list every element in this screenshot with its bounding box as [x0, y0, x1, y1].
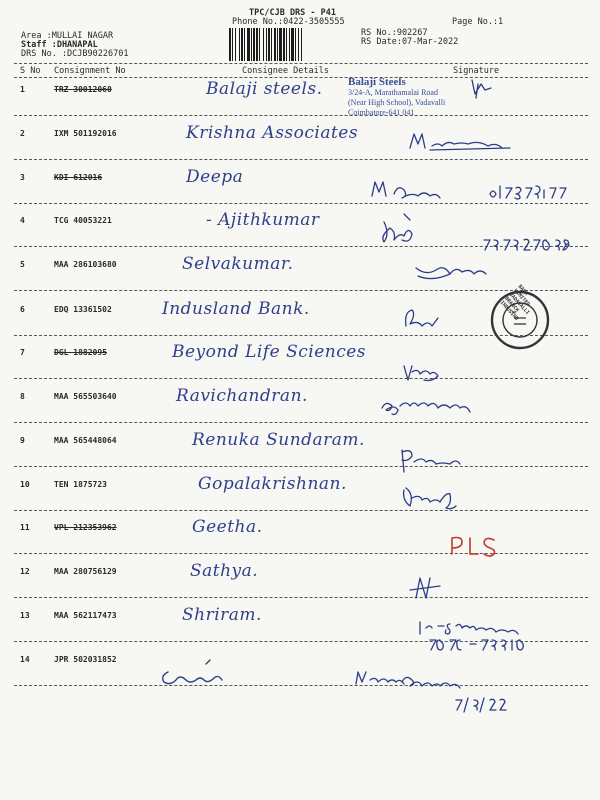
row-serial-number: 4	[20, 216, 25, 225]
signature-row-14	[356, 672, 460, 688]
consignment-number: MAA 565448064	[54, 436, 117, 445]
date-row-14	[456, 698, 506, 712]
signature-row-1	[472, 80, 491, 98]
consignee-name: Geetha.	[192, 517, 263, 537]
phone-row-3	[490, 186, 566, 199]
rs-date: RS Date:07-Mar-2022	[361, 37, 459, 47]
pls-mark	[452, 538, 495, 557]
consignee-name: Shriram.	[182, 605, 262, 625]
signature-row-6	[406, 310, 438, 326]
consignee-name: Selvakumar.	[182, 254, 294, 274]
row-serial-number: 6	[20, 305, 25, 314]
signature-row-3	[372, 182, 440, 198]
row-serial-number: 5	[20, 260, 25, 269]
consignment-number: MAA 562117473	[54, 611, 117, 620]
row-serial-number: 11	[20, 523, 30, 532]
handwritten-note-row-13	[420, 622, 518, 634]
page-number: Page No.:1	[452, 17, 504, 27]
col-consignment: Consignment No	[54, 66, 126, 76]
signature-row-5	[416, 268, 486, 279]
consignee-name: Indusland Bank.	[162, 299, 310, 319]
stamp-company: Balaji Steels	[348, 76, 406, 88]
row-serial-number: 13	[20, 611, 30, 620]
consignment-number: JPR 502031852	[54, 655, 117, 664]
stamp-address-3: Coimbatore-641 041	[348, 108, 415, 117]
page-title: TPC/CJB DRS - P41	[249, 8, 336, 18]
consignment-number: DGL 1882095	[54, 348, 107, 357]
consignee-name: - Ajithkumar	[206, 210, 320, 230]
consignment-number: TEN 1875723	[54, 480, 107, 489]
col-consignee: Consignee Details	[242, 66, 329, 76]
signature-row-9	[402, 450, 460, 472]
phone-row-4	[484, 239, 569, 250]
consignment-number: TCG 40053221	[54, 216, 112, 225]
signature-row-12	[410, 578, 440, 598]
row-serial-number: 9	[20, 436, 25, 445]
stamp-address-2: (Near High School), Vadavalli	[348, 98, 446, 107]
signature-row-2	[410, 134, 510, 150]
bank-seal-text: BANK LIMITED VADAVALLI BRANCH INDUSIND	[498, 283, 531, 322]
consignee-name: Sathya.	[190, 561, 259, 581]
row-serial-number: 12	[20, 567, 30, 576]
signature-row-4	[383, 214, 412, 242]
phone-number: Phone No.:0422-3505555	[232, 17, 345, 27]
signature-row-10	[404, 488, 456, 509]
consignee-name: Gopalakrishnan.	[198, 474, 347, 494]
consignee-name: Krishna Associates	[186, 123, 359, 143]
row-serial-number: 7	[20, 348, 25, 357]
staff-label: Staff :DHANAPAL	[21, 40, 98, 50]
signature-row-7	[404, 366, 438, 381]
consignee-name: Deepa	[186, 167, 244, 187]
row-serial-number: 8	[20, 392, 25, 401]
row-serial-number: 1	[20, 85, 25, 94]
consignment-number: TRZ 30012060	[54, 85, 112, 94]
row-serial-number: 3	[20, 173, 25, 182]
row-serial-number: 2	[20, 129, 25, 138]
row-serial-number: 10	[20, 480, 30, 489]
consignment-number: KDI 612016	[54, 173, 103, 182]
consignee-name: Balaji steels.	[206, 79, 323, 99]
consignee-name: Renuka Sundaram.	[192, 430, 365, 450]
consignment-number: EDQ 13361502	[54, 305, 112, 314]
rs-number: RS No.:902267	[361, 28, 428, 38]
consignment-number: MAA 286103680	[54, 260, 117, 269]
signature-row-8	[382, 403, 470, 415]
col-sno: S No	[20, 66, 41, 76]
consignee-scribble-row-14	[163, 660, 222, 684]
consignment-number: MAA 280756129	[54, 567, 117, 576]
consignment-number: MAA 565503640	[54, 392, 117, 401]
phone-row-13	[430, 640, 523, 650]
col-signature: Signature	[453, 66, 500, 76]
consignee-name: Beyond Life Sciences	[172, 342, 367, 362]
drs-number: DRS No. :DCJB90226701	[21, 49, 129, 59]
area-label: Area :MULLAI NAGAR	[21, 31, 114, 41]
stamp-address-1: 3/24-A, Marathamalai Road	[348, 88, 438, 97]
consignment-number: IXM 501192016	[54, 129, 117, 138]
consignment-number: VPL 212353962	[54, 523, 117, 532]
consignee-name: Ravichandran.	[176, 386, 308, 406]
row-serial-number: 14	[20, 655, 30, 664]
